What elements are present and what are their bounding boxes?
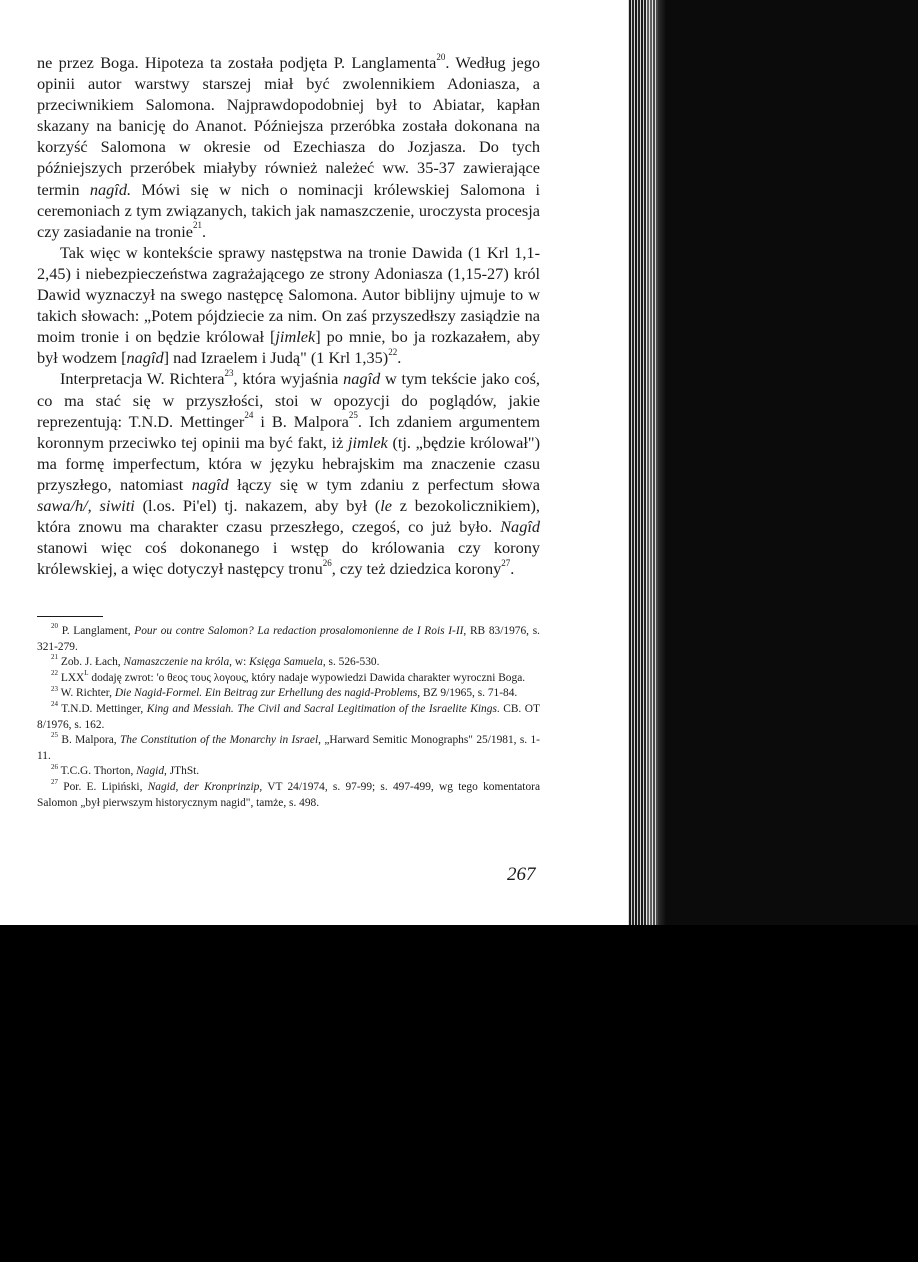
paragraph (37, 368, 540, 579)
text-run: . (201, 221, 207, 241)
text-run: ] nad Izraelem i Judą" (1 Krl 1,35) (163, 348, 389, 368)
footnote-ref: 20 (436, 51, 446, 62)
italic-term: le (380, 495, 392, 515)
italic-term: Nagîd (500, 517, 540, 537)
footnote (37, 686, 540, 702)
footnote (37, 702, 540, 733)
footnote (37, 668, 540, 687)
italic-term: Namaszczenie na króla (123, 656, 230, 669)
text-run: dodaję zwrot: 'o θεος τους λογους, który nadaje wypowiedzi Dawida charakter wyroczni Boga. (88, 671, 526, 684)
italic-term: Pour ou contre Salomon? La redaction prosalomonienne de I Rois I-II (134, 625, 464, 637)
text-run: , RB 83/1976, s. 321-279. (37, 625, 540, 653)
italic-term: Nagid, der Kronprinzip (147, 780, 260, 793)
text-run: . Ich zdaniem argumentem koronnym przeciwko tej opinii ma być fakt, iż (37, 411, 540, 452)
text-run: w tym tekście jako coś, co ma stać się w przyszłości, stoi w opozycji do poglądów, jakie reprezentują: T.N.D. Mettinger (37, 369, 541, 431)
text-run: Por. E. Lipiński, (63, 780, 148, 793)
text-run: T.C.G. Thorton, (60, 765, 137, 778)
footnote-number: 26 (51, 762, 58, 771)
text-run: , czy też dziedzica korony (331, 559, 502, 579)
text-run: , która wyjaśnia (233, 369, 344, 389)
paragraph (37, 242, 540, 369)
italic-term: nagîd (343, 369, 381, 389)
italic-term: nagîd (191, 474, 229, 494)
footnote-ref: 21 (192, 220, 202, 231)
text-run: . CB. OT 8/1976, s. 162. (37, 702, 540, 731)
italic-term: jimlek (347, 432, 388, 452)
footnote (37, 624, 540, 655)
text-run: stanowi więc coś dokonanego i wstęp do królowania czy korony królewskiej, a więc dotyczył następcy tronu (37, 538, 540, 579)
main-text (37, 52, 540, 579)
text-run: z bezokolicznikiem), która znowu ma charakter czasu przeszłego, czegoś, co już było. (37, 495, 540, 537)
page-number: 267 (507, 864, 536, 885)
footnote-number: 22 (51, 668, 58, 677)
text-run: . (397, 348, 402, 368)
italic-term: Księga Samuela (249, 656, 323, 669)
footnote-ref: 25 (348, 410, 358, 421)
text-run: , s. 526-530. (322, 656, 380, 669)
italic-term: The Constitution of the Monarchy in Israel (119, 734, 319, 747)
italic-term: nagîd. (89, 179, 132, 199)
italic-term: Nagid (136, 765, 165, 778)
footnote (37, 655, 540, 671)
text-run: ne przez Boga. Hipoteza ta została podjęta P. Langlamenta (37, 53, 437, 72)
footnote-ref: 27 (501, 557, 511, 568)
text-run: W. Richter, (60, 687, 115, 700)
italic-term: Die Nagid-Formel. Ein Beitrag zur Erhellung des nagid-Problems (114, 687, 418, 700)
footnote-separator (37, 616, 103, 617)
text-run: łączy się w tym zdaniu z perfectum słowa (228, 474, 540, 494)
text-run: i B. Malpora (253, 411, 349, 431)
text-run: Interpretacja W. Richtera (60, 369, 225, 389)
footnote-number: 23 (51, 684, 58, 693)
text-run: B. Malpora, (61, 734, 120, 747)
text-run: . Według jego opinii autor warstwy starszej miał być zwolennikiem Adoniasza, a przeciwnikiem Salomona. Najprawdopodobniej był to Abiatar, kapłan skazany na banicję do Ananot. Późniejsza przeróbka została dokonana na korzyść Salomona w okresie od Ezechiasza do Jozjasza. Do tych późniejszych przeróbek miałyby również należeć ww. 35-37 zawierające termin (37, 53, 540, 199)
footnote (37, 733, 540, 764)
text-run: (tj. „będzie królował") ma formę imperfectum, która w języku hebrajskim ma znaczenie czasu przyszłego, natomiast (37, 432, 541, 494)
footnote-number: 20 (51, 622, 58, 631)
text-run: Zob. J. Łach, (60, 656, 124, 669)
footnote-number: 27 (51, 778, 58, 787)
footnote-ref: L (84, 668, 89, 677)
text-run: Tak więc w kontekście sprawy następstwa na tronie Dawida (1 Krl 1,1-2,45) i niebezpieczeństwa zagrażającego ze strony Adoniasza (1,15-27) król Dawid wyznaczył na swego następcę Salomona. Autor biblijny ujmuje to w takich słowach: „Potem pójdziecie za nim. On zaś przyszedłszy zasiądzie na moim tronie i on będzie królował [ (37, 242, 540, 347)
text-run: ] po mnie, bo ja rozkazałem, aby był wodzem [ (37, 327, 540, 368)
text-run: , „Harward Semitic Monographs" 25/1981, s. 1-11. (37, 734, 540, 762)
italic-term: sawa/h/, siwiti (37, 495, 135, 515)
text-run: Mówi się w nich o nominacji królewskiej Salomona i ceremoniach z tym związanych, takich jak namaszczenie, uroczysta procesja czy zasiadanie na tronie (37, 179, 540, 241)
text-run: (l.os. Pi'el) tj. nakazem, aby był ( (134, 495, 381, 515)
footnotes (37, 624, 540, 811)
text-run: . (510, 559, 515, 579)
italic-term: nagîd (126, 348, 164, 368)
text-run: , JThSt. (164, 765, 200, 778)
footnote (37, 780, 540, 811)
footnote-ref: 22 (388, 346, 398, 357)
footnote-number: 24 (51, 700, 58, 709)
text-run: , w: (229, 656, 250, 669)
scan-background (0, 925, 918, 1262)
text-run: LXX (60, 671, 85, 684)
italic-term: King and Messiah. The Civil and Sacral Legitimation of the Israelite Kings (146, 702, 497, 715)
text-run: T.N.D. Mettinger, (61, 702, 147, 715)
footnote-number: 25 (51, 731, 58, 740)
text-run: P. Langlament, (61, 625, 135, 637)
italic-term: jimlek (275, 327, 316, 347)
footnote-ref: 26 (322, 557, 332, 568)
footnote-ref: 24 (244, 410, 254, 421)
text-run: , BZ 9/1965, s. 71-84. (417, 687, 518, 700)
book-gutter (628, 0, 918, 925)
paragraph (37, 52, 540, 242)
footnote-number: 21 (51, 653, 58, 662)
page-edge-shadow (646, 0, 666, 925)
footnote-ref: 23 (224, 367, 234, 378)
text-run: , VT 24/1974, s. 97-99; s. 497-499, wg tego komentatora Salomon „był pierwszym historycznym nagid", tamże, s. 498. (37, 780, 540, 809)
footnote (37, 764, 540, 780)
